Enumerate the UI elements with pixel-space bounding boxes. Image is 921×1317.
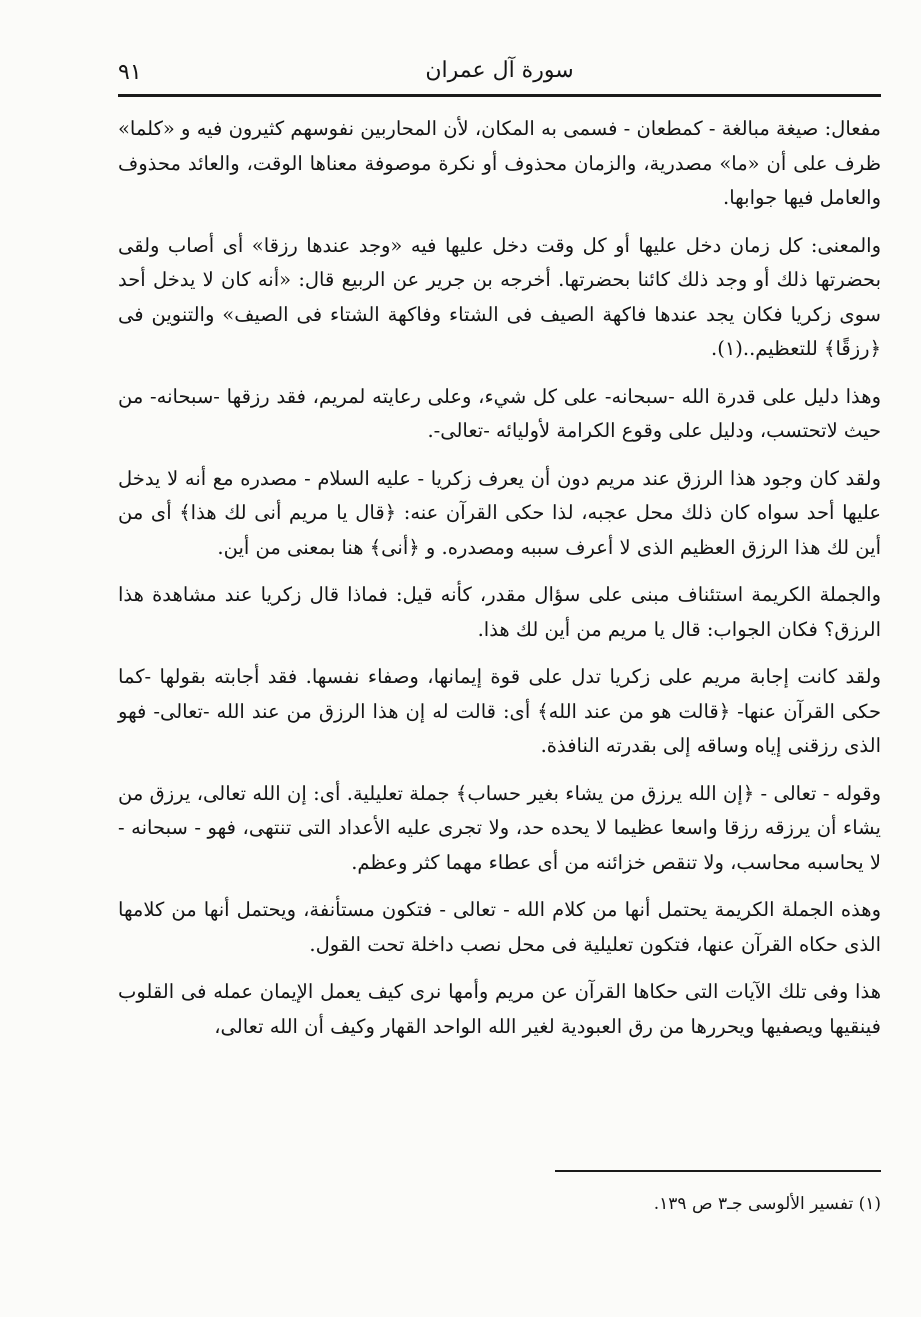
paragraph: مفعال: صيغة مبالغة - كمطعان - فسمى به المكان، لأن المحاربين نفوسهم كثيرون فيه و «كلما» ظرف على أن «ما» مصدرية، والزمان محذوف أو نكرة موصوفة معناها الوقت، والعائد محذوف والعامل فيها جوابها. <box>118 117 881 209</box>
header-rule <box>118 94 881 97</box>
paragraph: والمعنى: كل زمان دخل عليها أو كل وقت دخل عليها فيه «وجد عندها رزقا» أى أصاب ولقى بحضرتها ذلك أو وجد ذلك كائنا بحضرتها. أخرجه بن جرير عن الربيع قال: «أنه كان لا يدخل أحد سوى زكريا فكان يجد عندها فاكهة الصيف فى الشتاء وفاكهة الشتاء فى الصيف» والتنوين فى ﴿رزقًا﴾ للتعظيم..(١). <box>118 233 881 360</box>
footnote: (١) تفسير الألوسى جـ٣ ص ١٣٩. <box>653 1194 881 1214</box>
body-text <box>118 112 881 1057</box>
paragraph: هذا وفى تلك الآيات التى حكاها القرآن عن مريم وأمها نرى كيف يعمل الإيمان عمله فى القلوب فينقيها ويصفيها ويحررها من رق العبودية لغير الله الواحد القهار وكيف أن الله تعالى، <box>118 980 881 1038</box>
paragraph: والجملة الكريمة استئناف مبنى على سؤال مقدر، كأنه قيل: فماذا قال زكريا عند مشاهدة هذا الرزق؟ فكان الجواب: قال يا مريم من أين لك هذا. <box>118 583 881 641</box>
paragraph: ولقد كان وجود هذا الرزق عند مريم دون أن يعرف زكريا - عليه السلام - مصدره مع أنه لا يدخل عليها أحد سواه كان ذلك محل عجبه، لذا حكى القرآن عنه: ﴿قال يا مريم أنى لك هذا﴾ أى من أين لك هذا الرزق العظيم الذى لا أعرف سببه ومصدره. و ﴿أنى﴾ هنا بمعنى من أين. <box>118 466 881 559</box>
page-number: ٩١ <box>118 60 142 85</box>
paragraph: وهذه الجملة الكريمة يحتمل أنها من كلام الله - تعالى - فتكون مستأنفة، ويحتمل أنها من كلامها الذى حكاه القرآن عنها، فتكون تعليلية فى محل نصب داخلة تحت القول. <box>118 898 881 956</box>
paragraph: ولقد كانت إجابة مريم على زكريا تدل على قوة إيمانها، وصفاء نفسها. فقد أجابته بقولها -كما حكى القرآن عنها- ﴿قالت هو من عند الله﴾ أى: قالت له إن هذا الرزق من عند الله -تعالى- فهو الذى رزقنى إياه وساقه إلى بقدرته النافذة. <box>118 665 881 757</box>
paragraph: وقوله - تعالى - ﴿إن الله يرزق من يشاء بغير حساب﴾ جملة تعليلية. أى: إن الله تعالى، يرزق من يشاء أن يرزقه رزقا واسعا عظيما لا يحده حد، ولا تجرى عليه الأعداد التى تنتهى، فهو - سبحانه - لا يحاسبه محاسب، ولا تنقص خزائنه من أى عطاء مهما كثر وعظم. <box>118 781 881 874</box>
footnote-rule <box>555 1170 881 1172</box>
page-header <box>118 54 881 90</box>
surah-title: سورة آل عمران <box>425 58 574 83</box>
paragraph: وهذا دليل على قدرة الله -سبحانه- على كل شيء، وعلى رعايته لمريم، فقد رزقها -سبحانه- من حيث لاتحتسب، ودليل على وقوع الكرامة لأوليائه -تعالى-. <box>118 384 881 442</box>
